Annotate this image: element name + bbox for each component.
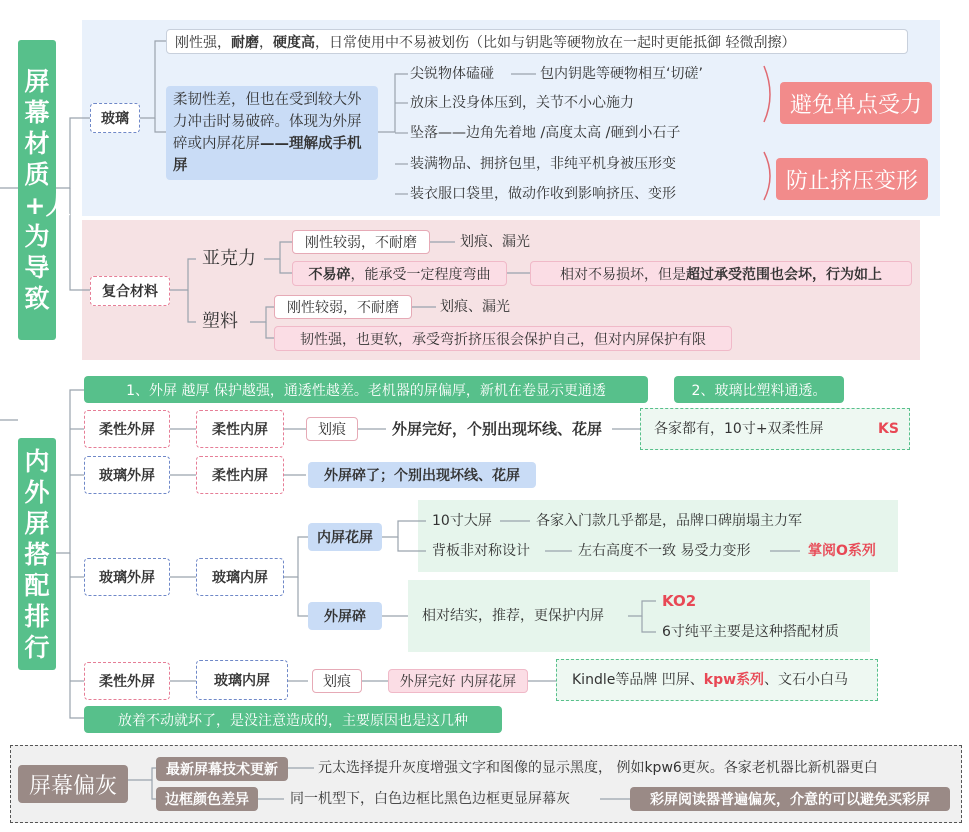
row3-asymmetric: 背板非对称设计 [432, 543, 530, 559]
gray-item-bezel-text: 同一机型下，白色边框比黑色边框更显屏幕灰 [290, 791, 570, 807]
plastic-point-weak: 刚性较弱，不耐磨 [274, 295, 412, 319]
cause-pocket: 装衣服口袋里，做动作收到影响挤压、变形 [410, 186, 676, 202]
row4-outer[interactable]: 柔性外屏 [84, 662, 170, 700]
advice-prevent-deform: 防止挤压变形 [776, 158, 928, 200]
plastic-label: 塑料 [202, 311, 238, 332]
note-glass-clarity: 2、玻璃比塑料通透。 [674, 376, 844, 403]
row3-outer-broken: 外屏碎 [308, 602, 382, 630]
row1-result: 外屏完好，个别出现坏线、花屏 [392, 420, 603, 438]
gray-item-bezel: 边框颜色差异 [156, 787, 258, 811]
section-gray-title: 屏幕偏灰 [18, 765, 128, 803]
row2-inner[interactable]: 柔性内屏 [196, 456, 284, 494]
acrylic-point-weak-result: 划痕、漏光 [460, 234, 530, 250]
cause-crowded-bag: 装满物品、拥挤包里，非纯平机身被压形变 [410, 156, 676, 172]
section-material-title: 屏幕材质+人为导致 [18, 40, 56, 340]
gray-item-tech: 最新屏幕技术更新 [156, 757, 288, 781]
acrylic-point-weak: 刚性较弱，不耐磨 [292, 230, 430, 254]
row3-large-screen: 10寸大屏 [432, 513, 492, 529]
advice-avoid-point-force: 避免单点受力 [780, 82, 932, 124]
cause-sharp-detail: 包内钥匙等硬物相互‘切磋’ [540, 66, 703, 82]
row3-large-screen-detail: 各家入门款几乎都是，品牌口碑崩塌主力军 [536, 513, 802, 529]
row1-brand: KS [878, 421, 899, 437]
footer-note: 放着不动就坏了，是没注意造成的，主要原因也是这几种 [84, 706, 502, 733]
plastic-point-tough: 韧性强，也更软，承受弯折挤压很会保护自己，但对内屏保护有限 [274, 326, 732, 351]
row4-inner[interactable]: 玻璃内屏 [196, 660, 288, 700]
row4-note: Kindle等品牌 凹屏、kpw系列、文石小白马 [572, 672, 849, 688]
row1-outer[interactable]: 柔性外屏 [84, 410, 170, 448]
row3-brand-ko2: KO2 [662, 592, 697, 610]
row3-inner[interactable]: 玻璃内屏 [196, 558, 284, 596]
glass-point-brittle: 柔韧性差，但也在受到较大外力冲击时易破碎。体现为外屏碎或内屏花屏——理解成手机屏 [166, 86, 378, 180]
gray-item-tech-text: 元太选择提升灰度增强文字和图像的显示黑度， 例如kpw6更灰。各家老机器比新机器更白 [318, 760, 878, 776]
cause-sharp-impact: 尖锐物体磕碰 [410, 66, 494, 82]
row3-asymmetric-detail: 左右高度不一致 易受力变形 [578, 543, 751, 559]
cause-drop: 坠落——边角先着地 /高度太高 /砸到小石子 [410, 125, 681, 141]
composite-node[interactable]: 复合材料 [90, 276, 170, 306]
plastic-point-weak-result: 划痕、漏光 [440, 299, 510, 315]
row2-outer[interactable]: 玻璃外屏 [84, 456, 170, 494]
cause-bed-pressure: 放床上没身体压到，关节不小心施力 [410, 95, 634, 111]
row2-result: 外屏碎了；个别出现坏线、花屏 [308, 462, 536, 488]
row3-brand-zhangyue: 掌阅O系列 [808, 543, 876, 559]
row3-outer[interactable]: 玻璃外屏 [84, 558, 170, 596]
acrylic-label: 亚克力 [202, 248, 256, 269]
row3-recommend: 相对结实，推荐，更保护内屏 [422, 608, 604, 624]
row3-flat-6inch: 6寸纯平主要是这种搭配材质 [662, 624, 839, 640]
acrylic-point-flex: 不易碎 ，能承受一定程度弯曲 [292, 261, 507, 286]
row4-result: 外屏完好 内屏花屏 [388, 669, 528, 693]
note-thickness: 1、外屏 越厚 保护越强，通透性越差。老机器的屏偏厚，新机在卷显示更通透 [84, 376, 648, 403]
row1-scratch-tag: 划痕 [306, 417, 358, 441]
glass-point-hardness: 刚性强， 耐磨 ， 硬度高 ，日常使用中不易被划伤（比如与钥匙等硬物放在一起时更能抵御 轻微刮擦） [166, 29, 908, 54]
section-pairing-title: 内外屏搭配排行 [18, 438, 56, 670]
gray-conclusion: 彩屏阅读器普遍偏灰，介意的可以避免买彩屏 [630, 787, 950, 811]
row1-note: 各家都有，10寸+双柔性屏 [654, 421, 824, 437]
row4-scratch-tag: 划痕 [312, 669, 362, 693]
row3-inner-garbled: 内屏花屏 [308, 523, 382, 551]
acrylic-point-flex-result: 相对不易损坏，但是 超过承受范围也会坏，行为如上 [530, 261, 912, 286]
glass-node[interactable]: 玻璃 [90, 103, 140, 133]
row1-inner[interactable]: 柔性内屏 [196, 410, 284, 448]
